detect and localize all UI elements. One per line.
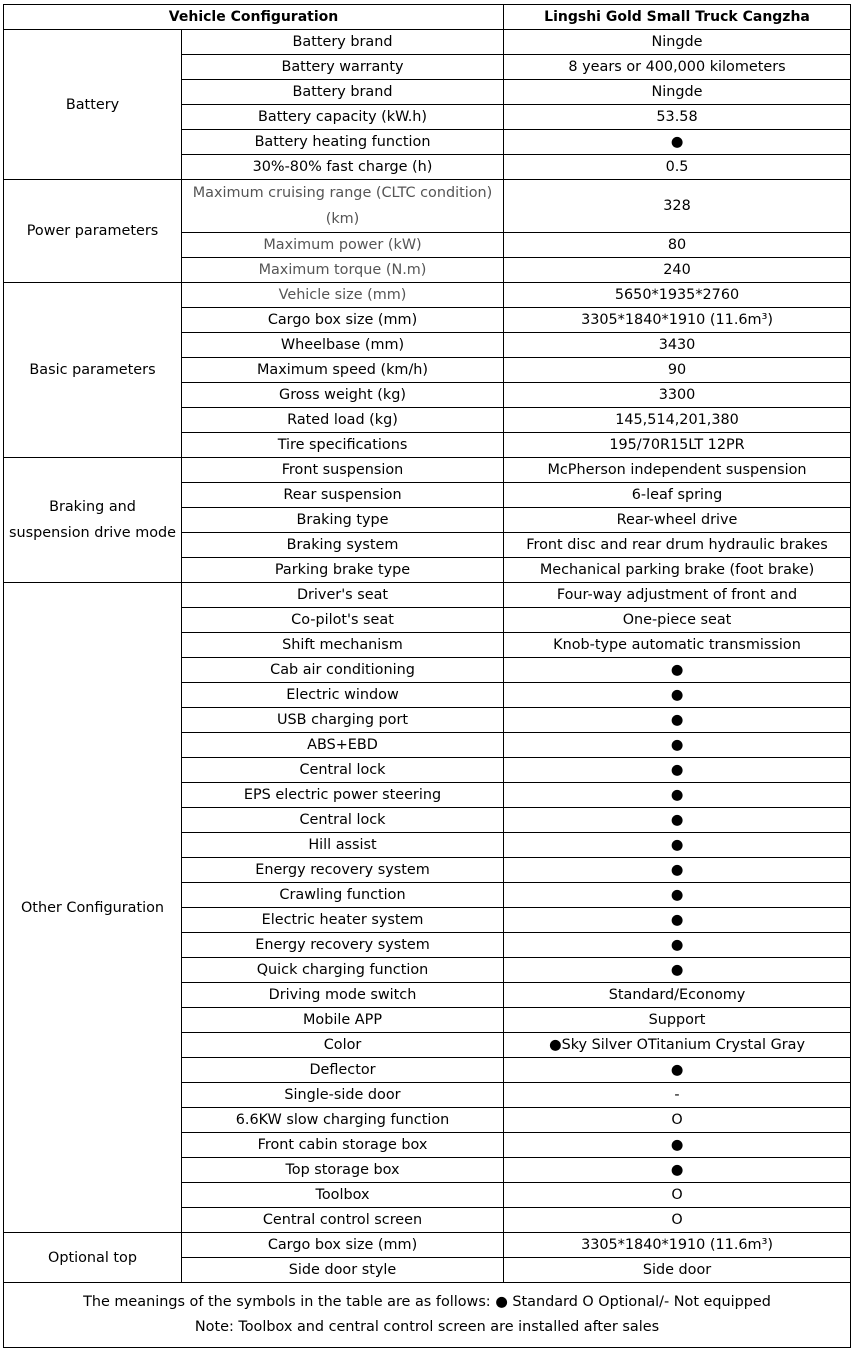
row-label: Battery warranty bbox=[182, 55, 504, 80]
row-label: Parking brake type bbox=[182, 558, 504, 583]
row-label: Battery brand bbox=[182, 30, 504, 55]
row-value: Knob-type automatic transmission bbox=[504, 633, 851, 658]
row-value: ● bbox=[504, 783, 851, 808]
group-power-parameters: Power parameters bbox=[4, 180, 182, 283]
row-value: Front disc and rear drum hydraulic brakes bbox=[504, 533, 851, 558]
row-value: Standard/Economy bbox=[504, 983, 851, 1008]
group-optional-top: Optional top bbox=[4, 1233, 182, 1283]
row-label: Energy recovery system bbox=[182, 858, 504, 883]
row-value: - bbox=[504, 1083, 851, 1108]
row-label: Top storage box bbox=[182, 1158, 504, 1183]
row-value: 3305*1840*1910 (11.6m³) bbox=[504, 1233, 851, 1258]
group-other-configuration: Other Configuration bbox=[4, 583, 182, 1233]
row-value: ● bbox=[504, 808, 851, 833]
table-row bbox=[4, 180, 851, 233]
table-row bbox=[4, 30, 851, 55]
table-header-row bbox=[4, 5, 851, 30]
row-label: Side door style bbox=[182, 1258, 504, 1283]
row-value: ● bbox=[504, 908, 851, 933]
row-value: Ningde bbox=[504, 80, 851, 105]
row-label: Battery brand bbox=[182, 80, 504, 105]
vehicle-spec-table bbox=[3, 4, 851, 1348]
row-label: Toolbox bbox=[182, 1183, 504, 1208]
row-value: O bbox=[504, 1183, 851, 1208]
row-label: Cargo box size (mm) bbox=[182, 1233, 504, 1258]
row-value: Support bbox=[504, 1008, 851, 1033]
row-value: ● bbox=[504, 883, 851, 908]
row-value: ● bbox=[504, 1158, 851, 1183]
table-row bbox=[4, 1233, 851, 1258]
installation-note: Note: Toolbox and central control screen are installed after sales bbox=[194, 1319, 660, 1335]
row-label: Battery heating function bbox=[182, 130, 504, 155]
footer-row bbox=[4, 1283, 851, 1348]
row-value: 240 bbox=[504, 258, 851, 283]
row-label: Co-pilot's seat bbox=[182, 608, 504, 633]
row-label: Gross weight (kg) bbox=[182, 383, 504, 408]
row-label: Driving mode switch bbox=[182, 983, 504, 1008]
row-label: Braking type bbox=[182, 508, 504, 533]
row-label: Rear suspension bbox=[182, 483, 504, 508]
header-vehicle-configuration: Vehicle Configuration bbox=[4, 5, 504, 30]
row-value: 53.58 bbox=[504, 105, 851, 130]
row-label: EPS electric power steering bbox=[182, 783, 504, 808]
row-label: Maximum power (kW) bbox=[182, 233, 504, 258]
row-value: Four-way adjustment of front and bbox=[504, 583, 851, 608]
row-value: Mechanical parking brake (foot brake) bbox=[504, 558, 851, 583]
row-label: Front suspension bbox=[182, 458, 504, 483]
row-label: Color bbox=[182, 1033, 504, 1058]
row-value: ● bbox=[504, 658, 851, 683]
row-label: Maximum torque (N.m) bbox=[182, 258, 504, 283]
row-value: 195/70R15LT 12PR bbox=[504, 433, 851, 458]
row-label: Braking system bbox=[182, 533, 504, 558]
row-label: Crawling function bbox=[182, 883, 504, 908]
row-label: Battery capacity (kW.h) bbox=[182, 105, 504, 130]
row-value: O bbox=[504, 1108, 851, 1133]
row-label: Cargo box size (mm) bbox=[182, 308, 504, 333]
row-label: Front cabin storage box bbox=[182, 1133, 504, 1158]
group-basic-parameters: Basic parameters bbox=[4, 283, 182, 458]
row-value: ●Sky Silver OTitanium Crystal Gray bbox=[504, 1033, 851, 1058]
row-label: Central control screen bbox=[182, 1208, 504, 1233]
row-label: Hill assist bbox=[182, 833, 504, 858]
row-value: 90 bbox=[504, 358, 851, 383]
table-row bbox=[4, 458, 851, 483]
row-value: 80 bbox=[504, 233, 851, 258]
row-value: 145,514,201,380 bbox=[504, 408, 851, 433]
row-value: ● bbox=[504, 130, 851, 155]
row-value: 0.5 bbox=[504, 155, 851, 180]
row-label: Electric window bbox=[182, 683, 504, 708]
row-value: One-piece seat bbox=[504, 608, 851, 633]
row-label: Single-side door bbox=[182, 1083, 504, 1108]
group-battery: Battery bbox=[4, 30, 182, 180]
row-value: Ningde bbox=[504, 30, 851, 55]
row-value: 3300 bbox=[504, 383, 851, 408]
footnote bbox=[4, 1283, 851, 1348]
header-model-name: Lingshi Gold Small Truck Cangzha bbox=[504, 5, 851, 30]
row-value: 5650*1935*2760 bbox=[504, 283, 851, 308]
row-label: Deflector bbox=[182, 1058, 504, 1083]
row-value: ● bbox=[504, 1058, 851, 1083]
table-row bbox=[4, 583, 851, 608]
row-label: 6.6KW slow charging function bbox=[182, 1108, 504, 1133]
row-label: Driver's seat bbox=[182, 583, 504, 608]
row-value: ● bbox=[504, 758, 851, 783]
row-label: 30%-80% fast charge (h) bbox=[182, 155, 504, 180]
row-label: Maximum cruising range (CLTC condition) (km) bbox=[182, 180, 504, 233]
symbol-legend: The meanings of the symbols in the table are as follows: ● Standard O Optional/- Not equipped bbox=[83, 1294, 771, 1310]
row-value: ● bbox=[504, 958, 851, 983]
row-value: O bbox=[504, 1208, 851, 1233]
row-label: Maximum speed (km/h) bbox=[182, 358, 504, 383]
row-value: 3430 bbox=[504, 333, 851, 358]
row-value: ● bbox=[504, 933, 851, 958]
row-value: Rear-wheel drive bbox=[504, 508, 851, 533]
row-value: Side door bbox=[504, 1258, 851, 1283]
row-label: Central lock bbox=[182, 758, 504, 783]
row-value: 8 years or 400,000 kilometers bbox=[504, 55, 851, 80]
row-value: ● bbox=[504, 833, 851, 858]
row-value: 6-leaf spring bbox=[504, 483, 851, 508]
row-label: Rated load (kg) bbox=[182, 408, 504, 433]
row-label: Vehicle size (mm) bbox=[182, 283, 504, 308]
row-value: ● bbox=[504, 708, 851, 733]
row-value: 3305*1840*1910 (11.6m³) bbox=[504, 308, 851, 333]
row-label: Central lock bbox=[182, 808, 504, 833]
row-label: ABS+EBD bbox=[182, 733, 504, 758]
row-value: McPherson independent suspension bbox=[504, 458, 851, 483]
row-label: Tire specifications bbox=[182, 433, 504, 458]
row-label: Electric heater system bbox=[182, 908, 504, 933]
row-label: Mobile APP bbox=[182, 1008, 504, 1033]
row-value: ● bbox=[504, 733, 851, 758]
group-braking-suspension: Braking and suspension drive mode bbox=[4, 458, 182, 583]
row-value: ● bbox=[504, 1133, 851, 1158]
row-value: ● bbox=[504, 683, 851, 708]
row-label: Quick charging function bbox=[182, 958, 504, 983]
table-row bbox=[4, 283, 851, 308]
row-label: USB charging port bbox=[182, 708, 504, 733]
row-label: Wheelbase (mm) bbox=[182, 333, 504, 358]
row-value: ● bbox=[504, 858, 851, 883]
row-value: 328 bbox=[504, 180, 851, 233]
row-label: Cab air conditioning bbox=[182, 658, 504, 683]
row-label: Energy recovery system bbox=[182, 933, 504, 958]
row-label: Shift mechanism bbox=[182, 633, 504, 658]
